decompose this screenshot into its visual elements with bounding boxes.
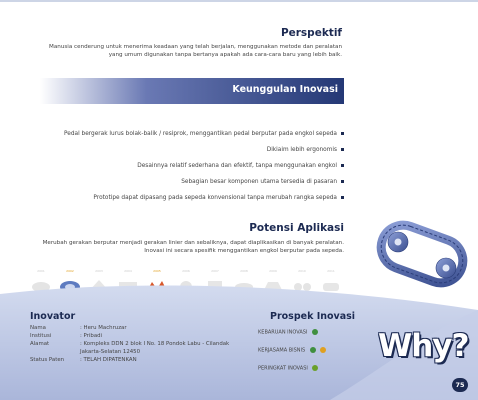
table-row [30, 348, 270, 356]
list-item-text: Prototipe dapat dipasang pada sepeda konvensional tanpa merubah rangka sepeda [93, 195, 337, 201]
perspektif-text: Manusia cenderung untuk menerima keadaan yang telah berjalan, menggunakan metode dan peralatan yang umum digunakan tanpa bertanya apakah ada cara-cara baru yang lebih baik. [49, 44, 342, 58]
bullet-icon [341, 164, 344, 167]
table-row [30, 356, 270, 364]
list-item-text: Sebagian besar komponen utama tersedia di pasaran [181, 179, 337, 185]
prospek-item [258, 329, 318, 336]
row-key [30, 348, 80, 356]
rating-icon [310, 347, 316, 353]
thumbnail-label: 2006 [182, 269, 190, 273]
why-graphic: Why? [378, 328, 469, 364]
list-item [64, 162, 344, 178]
prospek-label: KEBARUAN INOVASI [258, 329, 308, 336]
row-key: Alamat [30, 341, 50, 347]
list-item-text: Pedal bergerak lurus bolak-balik / resiprok, menggantikan pedal berputar pada engkol sepeda [63, 131, 337, 137]
prospek-label: KERJASAMA BISNIS [258, 347, 306, 354]
prospek-label: PERINGKAT INOVASI [258, 365, 308, 372]
row-key: Nama [30, 325, 46, 331]
list-item-text: Dikiaim lebih ergonomis [266, 147, 337, 153]
rating-icon [320, 347, 326, 353]
keunggulan-heading: Keunggulan Inovasi [232, 84, 338, 95]
row-value: Jakarta-Selatan 12450 [80, 349, 141, 355]
inovator-table [30, 324, 270, 364]
thumbnail-label: 2010 [298, 269, 306, 273]
table-row [30, 324, 270, 332]
bullet-icon [341, 132, 344, 135]
inovator-heading: Inovator [30, 311, 76, 322]
perspektif-heading: Perspektif [280, 27, 342, 39]
list-item [64, 194, 344, 210]
list-item-text: Desainnya relatif sederhana dan efektif, tanpa menggunakan engkol [137, 163, 337, 169]
row-value: : TELAH DIPATENKAN [80, 357, 137, 363]
list-item [64, 146, 344, 162]
prospek-item [258, 347, 326, 354]
thumbnail-label: 2001 [37, 269, 45, 273]
list-item [64, 130, 344, 146]
table-row [30, 340, 270, 348]
thumbnail-label: 2003 [95, 269, 103, 273]
thumbnail-label: 2004 [124, 269, 132, 273]
list-item [64, 178, 344, 194]
top-rule [0, 0, 478, 2]
row-key: Status Paten [30, 357, 65, 363]
potensi-text: Merubah gerakan berputar menjadi gerakan linier dan sebaliknya, dapat diaplikasikan di banyak peralatan. Inovasi ini secara spesifik menggantikan engkol berputar pada sepeda. [42, 240, 344, 254]
row-value: : Pribadi [80, 333, 103, 339]
thumbnail-label: 2002 [66, 269, 74, 273]
thumbnail-label: 2007 [211, 269, 219, 273]
keunggulan-banner [40, 78, 344, 104]
thumbnail-label: 2009 [269, 269, 277, 273]
row-value: : Heru Machruzar [80, 325, 127, 331]
thumbnail-label: 2008 [240, 269, 248, 273]
keunggulan-list [64, 130, 344, 210]
bullet-icon [341, 196, 344, 199]
rating-icon [312, 365, 318, 371]
table-row [30, 332, 270, 340]
rating-icon [312, 329, 318, 335]
bullet-icon [341, 180, 344, 183]
thumbnail-label: 2005 [153, 269, 161, 273]
potensi-heading: Potensi Aplikasi [249, 222, 344, 234]
row-key: Institusi [30, 333, 52, 339]
prospek-heading: Prospek Inovasi [270, 311, 356, 322]
prospek-item [258, 365, 318, 372]
thumbnail-label: 2011 [327, 269, 335, 273]
row-value: : Kompleks DDN 2 blok I No. 18 Pondok Labu - Cilandak [80, 341, 230, 347]
bullet-icon [341, 148, 344, 151]
page-number: 75 [452, 378, 468, 392]
